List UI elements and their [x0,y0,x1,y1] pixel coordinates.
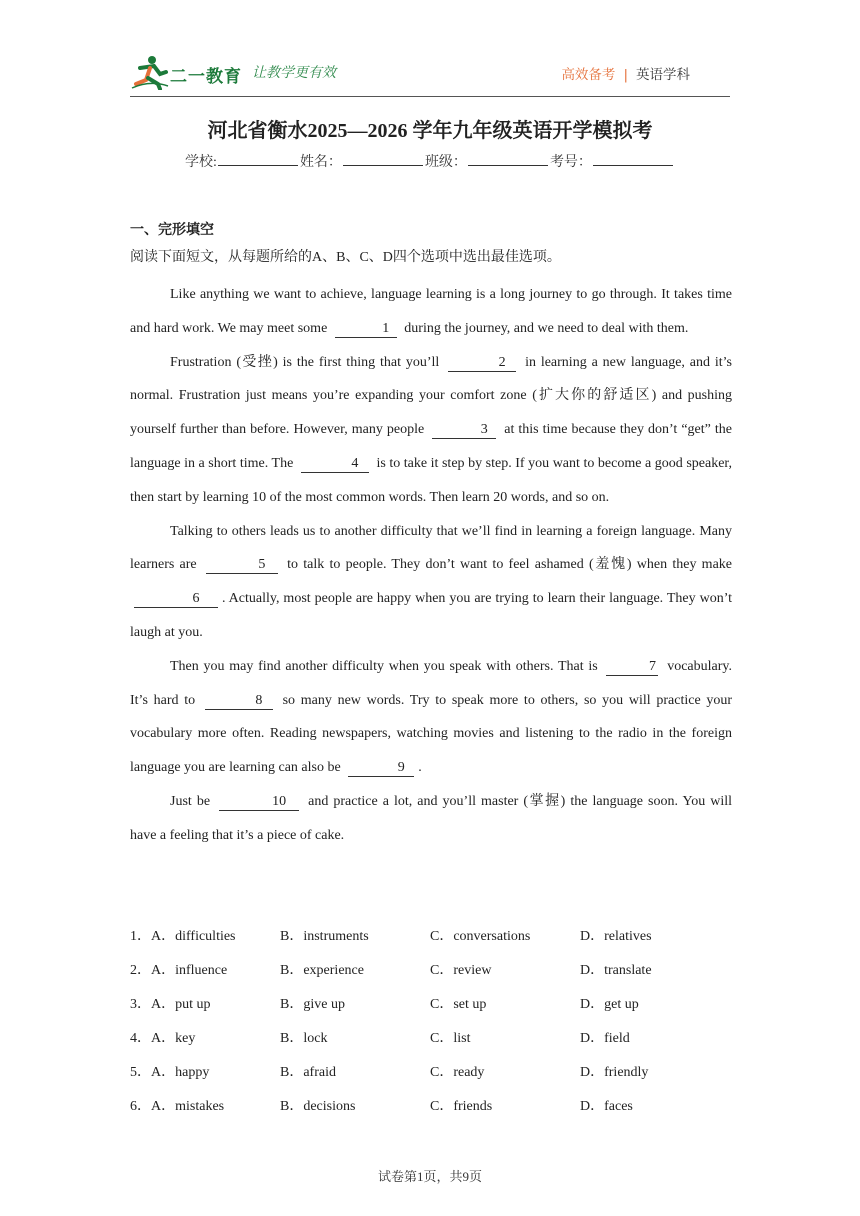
option-c[interactable]: C．set up [430,997,487,1012]
option-c[interactable]: C．friends [430,1099,493,1114]
header-tag-a: 高效备考 [561,67,616,83]
header-tag-b: 英语学科 [636,67,690,83]
option-b[interactable]: B．decisions [280,1099,356,1114]
name-label: 姓名： [299,155,342,170]
option-d[interactable]: D．translate [580,963,652,978]
blank-3[interactable]: 3 [432,422,496,439]
blank-10[interactable]: 10 [219,794,299,811]
option-a[interactable]: 2．A．influence [130,963,228,978]
option-b[interactable]: B．give up [280,997,345,1012]
option-a[interactable]: 4．A．key [130,1031,196,1046]
option-a[interactable]: 5．A．happy [130,1065,210,1080]
text-run: Like anything we want to achieve, language learning is a long journey to go through. It takes time and hard work. We may meet some [130,287,732,336]
option-c[interactable]: C．ready [430,1065,485,1080]
question-row [130,920,732,954]
paragraph-2 [130,346,732,515]
instruction: 阅读下面短文，从每题所给的A、B、C、D四个选项中选出最佳选项。 [130,250,561,265]
logo [130,54,370,94]
question-row [130,954,732,988]
option-d[interactable]: D．get up [580,997,639,1012]
text-run: . Actually, most people are happy when you are trying to learn their language. They won’t laugh at you. [130,591,732,640]
class-label: 班级： [424,155,467,170]
option-a[interactable]: 3．A．put up [130,997,211,1012]
option-b[interactable]: B．lock [280,1031,328,1046]
option-c[interactable]: C．review [430,963,492,978]
blank-6[interactable]: 6 [134,591,218,608]
header-separator: | [623,67,628,83]
option-d[interactable]: D．relatives [580,929,652,944]
question-row [130,1056,732,1090]
class-field[interactable] [468,153,548,166]
student-info [0,151,860,171]
option-d[interactable]: D．friendly [580,1065,649,1080]
blank-2[interactable]: 2 [448,355,516,372]
text-run: so many new words. Try to speak more to others, so you will practice your vocabulary more often. Reading newspapers, watching movies and listening to the radio in the foreign language you are learning can also be [130,692,733,776]
text-run: during the journey, and we need to deal with them. [404,320,689,336]
text-run: to talk to people. They don’t want to feel ashamed (羞愧) when they make [287,557,733,573]
option-d[interactable]: D．field [580,1031,630,1046]
exam-no-label: 考号： [549,155,592,170]
school-field[interactable] [218,153,298,166]
option-d[interactable]: D．faces [580,1099,633,1114]
school-label: 学校: [185,155,217,170]
text-run: at this time because they don’t “get” the language in a short time. The [130,422,732,471]
text-run: Then you may find another difficulty when you speak with others. That is [170,658,598,674]
question-row [130,988,732,1022]
option-b[interactable]: B．experience [280,963,364,978]
blank-8[interactable]: 8 [205,693,273,710]
blank-7[interactable]: 7 [606,659,658,676]
cloze-passage [130,278,732,853]
option-a[interactable]: 1．A．difficulties [130,929,236,944]
page-header [130,54,730,97]
logo-text: 二一教育 [170,67,242,87]
paragraph-5 [130,785,732,853]
text-run: and practice a lot, and you’ll master (掌握) the language soon. You will have a feeling that it’s a piece of cake. [130,793,733,843]
blank-4[interactable]: 4 [301,456,369,473]
exam-title: 河北省衡水2025—2026 学年九年级英语开学模拟考 [207,120,653,142]
paragraph-4 [130,650,732,785]
question-row [130,1022,732,1056]
blank-1[interactable]: 1 [335,321,397,338]
option-b[interactable]: B．instruments [280,929,369,944]
header-right [561,63,690,83]
text-run: Talking to others leads us to another difficulty that we’ll find in learning a foreign language. Many learners are [130,523,732,573]
name-field[interactable] [343,153,423,166]
page-footer: 试卷第1页，共9页 [377,1169,482,1184]
option-c[interactable]: C．conversations [430,929,531,944]
text-run: is to take it step by step. If you want to become a good speaker, then start by learning 10 of the most common words. Then learn 20 words, and so on. [130,455,733,505]
blank-5[interactable]: 5 [206,557,278,574]
answer-options [130,920,732,1124]
question-row [130,1090,732,1124]
text-run: in learning a new language, and it’s normal. Frustration just means you’re expanding your comfort zone (扩大你的舒适区) and pushing yourself further than before. However, many people [130,354,733,438]
text-run: vocabulary. It’s hard to [130,658,733,708]
option-a[interactable]: 6．A．mistakes [130,1099,225,1114]
exam-no-field[interactable] [593,153,673,166]
text-run: Frustration (受挫) is the first thing that you’ll [170,354,440,370]
paragraph-1 [130,278,732,346]
text-run: Just be [170,793,211,809]
text-run: . [418,760,422,776]
option-b[interactable]: B．afraid [280,1065,336,1080]
slogan: 让教学更有效 [252,65,336,81]
section-heading: 一、完形填空 [130,222,214,238]
paragraph-3 [130,515,732,650]
runner-icon [130,54,170,90]
blank-9[interactable]: 9 [348,760,414,777]
option-c[interactable]: C．list [430,1031,471,1046]
